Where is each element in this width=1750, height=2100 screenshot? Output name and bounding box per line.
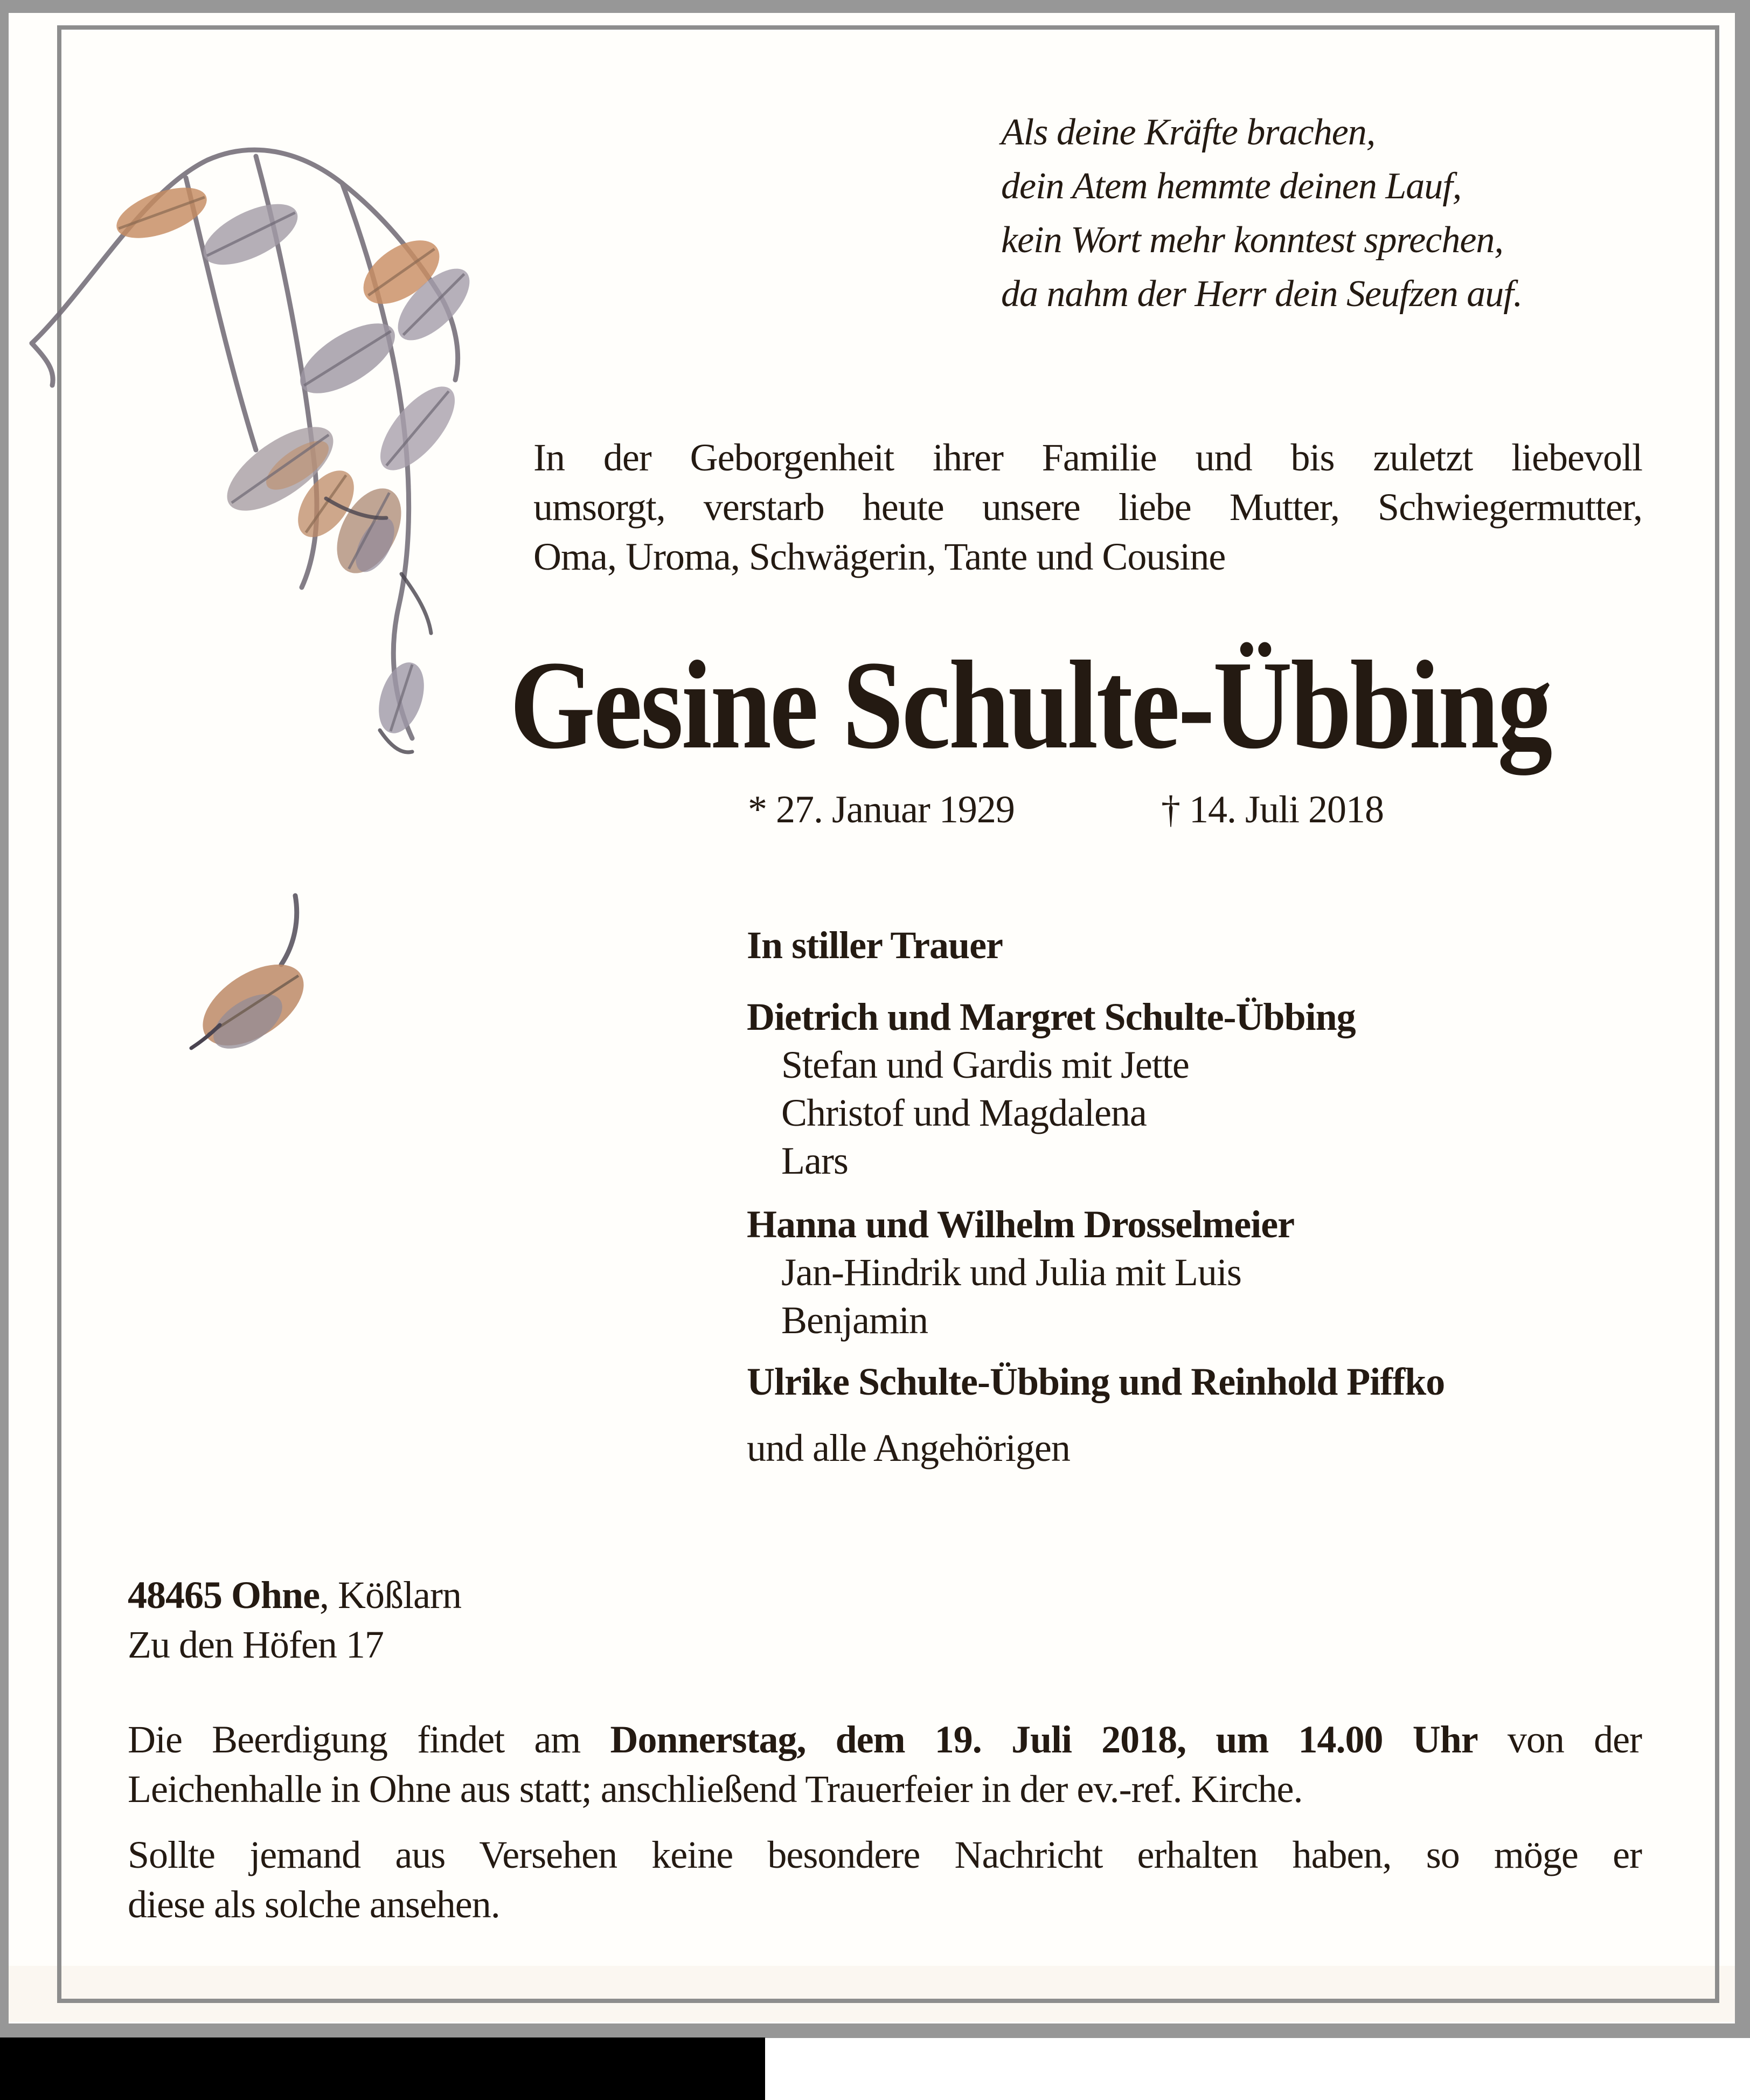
leaf-shapes [110,177,477,739]
mourners-section [747,921,1445,1472]
autumn-leaves-branch-illustration [24,127,477,773]
mourner-line: Hanna und Wilhelm Drosselmeier [747,1203,1295,1246]
poem-line: Als deine Kräfte brachen, [1001,112,1376,153]
poem-line: kein Wort mehr konntest sprechen, [1001,219,1503,261]
intro-line: In der Geborgenheit ihrer Familie und bis zuletzt liebevoll [533,436,1642,479]
memorial-poem [1001,106,1522,321]
death-date: † 14. Juli 2018 [1161,788,1384,831]
address-region: , Kößlarn [320,1574,461,1617]
intro-line: Oma, Uroma, Schwägerin, Tante und Cousine [533,535,1226,578]
intro-paragraph [533,433,1642,581]
mourner-line: Dietrich und Margret Schulte-Übbing [747,995,1356,1038]
mourning-heading: In stiller Trauer [747,924,1003,967]
outer-scan-border-bottom [0,2023,1750,2038]
mourner-line: Ulrike Schulte-Übbing und Reinhold Piffko [747,1360,1445,1403]
funeral-text: von der [1477,1718,1642,1761]
address-line-street: Zu den Höfen 17 [128,1623,384,1666]
outer-scan-border-right [1735,0,1750,2038]
funeral-info-paragraph [128,1715,1642,1814]
outer-scan-border-top [0,0,1750,13]
mourner-line: Lars [781,1139,848,1182]
birth-date: * 27. Januar 1929 [748,788,1015,831]
note-line: Sollte jemand aus Versehen keine besondere Nachricht erhalten haben, so möge er [128,1833,1642,1876]
mourner-line: Benjamin [781,1299,928,1342]
mourner-closing-line: und alle Angehörigen [747,1426,1070,1470]
bottom-redaction-bar [0,2037,765,2100]
deceased-name: Gesine Schulte-Übbing [510,635,1551,775]
mourner-line: Jan-Hindrik und Julia mit Luis [781,1251,1241,1294]
poem-line: da nahm der Herr dein Seufzen auf. [1001,273,1523,315]
address-block [128,1570,461,1669]
outer-scan-border-left [0,0,9,2038]
intro-line: umsorgt, verstarb heute unsere liebe Mutter, Schwiegermutter, [533,486,1642,529]
mourner-line: Stefan und Gardis mit Jette [781,1043,1189,1086]
funeral-line [128,1715,1642,1764]
note-line: diese als solche ansehen. [128,1883,500,1926]
funeral-text: Die Beerdigung findet am [128,1718,610,1761]
single-leaf-illustration [172,889,345,1067]
postal-code-city: 48465 Ohne [128,1574,320,1617]
funeral-line: Leichenhalle in Ohne aus statt; anschließend Trauerfeier in der ev.-ref. Kirche. [128,1768,1303,1811]
mourner-line: Christof und Magdalena [781,1091,1147,1134]
poem-line: dein Atem hemmte deinen Lauf, [1001,165,1462,207]
closing-note-paragraph [128,1830,1642,1929]
address-line-postal [128,1570,461,1620]
funeral-date-time: Donnerstag, dem 19. Juli 2018, um 14.00 Uhr [610,1718,1478,1761]
